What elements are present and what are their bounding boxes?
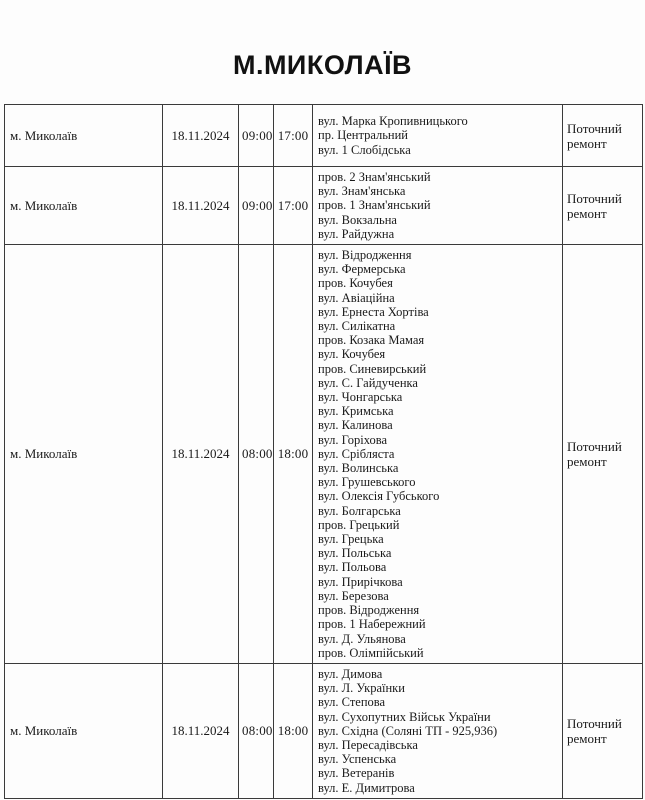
street-line: вул. С. Гайдученка — [318, 375, 418, 390]
time-start-cell: 09:00 — [239, 167, 274, 245]
street-line: вул. Калинова — [318, 418, 393, 433]
table-row — [5, 105, 643, 167]
street-line: пров. Відродження — [318, 603, 420, 618]
street-line: вул. Грушевського — [318, 475, 416, 490]
street-line: вул. Д. Ульянова — [318, 631, 406, 646]
street-line: вул. Ернеста Хортіва — [318, 304, 429, 319]
table-row — [5, 167, 643, 245]
date-cell: 18.11.2024 — [163, 105, 239, 167]
street-line: пров. Козака Мамая — [318, 333, 425, 348]
street-line: вул. Райдужна — [318, 226, 395, 241]
street-line: пров. Олімпійський — [318, 645, 424, 660]
street-line: вул. Болгарська — [318, 503, 401, 518]
street-line: вул. Ветеранів — [318, 766, 395, 781]
street-line: вул. 1 Слобідська — [318, 142, 411, 157]
time-end-cell: 17:00 — [274, 105, 313, 167]
street-line: пров. 1 Знам'янський — [318, 198, 431, 213]
street-line: вул. Березова — [318, 588, 389, 603]
street-line: вул. Грецька — [318, 532, 384, 547]
time-start-cell: 08:00 — [239, 245, 274, 664]
date-cell: 18.11.2024 — [163, 167, 239, 245]
street-line: вул. Марка Кропивницького — [318, 114, 468, 129]
date-cell: 18.11.2024 — [163, 663, 239, 798]
city-cell: м. Миколаїв — [5, 245, 163, 664]
street-line: пров. Кочубея — [318, 276, 393, 291]
street-line: пр. Центральний — [318, 128, 408, 143]
outage-table-body — [5, 105, 643, 799]
street-line: вул. Л. Українки — [318, 681, 405, 696]
street-line: вул. Успенська — [318, 752, 397, 767]
street-line: вул. Кочубея — [318, 347, 386, 362]
street-line: вул. Чонгарська — [318, 390, 403, 405]
city-cell: м. Миколаїв — [5, 167, 163, 245]
street-line: вул. Срібляста — [318, 446, 395, 461]
street-line: вул. Горіхова — [318, 432, 388, 447]
street-line: вул. Знам'янська — [318, 184, 406, 199]
street-line: вул. Вокзальна — [318, 212, 397, 227]
table-row — [5, 663, 643, 798]
time-end-cell: 17:00 — [274, 167, 313, 245]
street-line: вул. Відродження — [318, 248, 412, 263]
street-line: вул. Польова — [318, 560, 387, 575]
date-cell: 18.11.2024 — [163, 245, 239, 664]
street-line: вул. Авіаційна — [318, 290, 395, 305]
city-cell: м. Миколаїв — [5, 105, 163, 167]
work-type-cell: Поточний ремонт — [563, 105, 643, 167]
street-line: пров. 1 Набережний — [318, 617, 426, 632]
work-type-cell: Поточний ремонт — [563, 663, 643, 798]
page-title: М.МИКОЛАЇВ — [232, 50, 413, 80]
street-line: вул. Сухопутних Військ України — [318, 709, 491, 724]
street-line: вул. Східна (Соляні ТП - 925,936) — [318, 723, 498, 738]
work-type-cell: Поточний ремонт — [563, 245, 643, 664]
street-line: вул. Олексія Губського — [318, 489, 440, 504]
streets-cell — [313, 245, 563, 664]
time-end-cell: 18:00 — [274, 245, 313, 664]
street-line: пров. 2 Знам'янський — [318, 170, 431, 184]
city-cell: м. Миколаїв — [5, 663, 163, 798]
street-line: вул. Польська — [318, 546, 392, 561]
street-line: вул. Фермерська — [318, 262, 406, 277]
street-line: вул. Прирічкова — [318, 574, 403, 589]
outage-schedule-table — [4, 104, 643, 799]
street-line: пров. Грецький — [318, 517, 400, 532]
street-line: вул. Е. Димитрова — [318, 780, 415, 795]
streets-cell — [313, 663, 563, 798]
time-start-cell: 09:00 — [239, 105, 274, 167]
street-line: вул. Димова — [318, 666, 383, 681]
street-line: вул. Волинська — [318, 461, 399, 476]
time-start-cell: 08:00 — [239, 663, 274, 798]
work-type-cell: Поточний ремонт — [563, 167, 643, 245]
time-end-cell: 18:00 — [274, 663, 313, 798]
street-line: пров. Синевирський — [318, 361, 427, 376]
street-line: вул. Кримська — [318, 404, 394, 419]
streets-cell — [313, 167, 563, 245]
street-line: вул. Пересадівська — [318, 738, 418, 752]
street-line: вул. Силікатна — [318, 319, 396, 334]
streets-cell — [313, 105, 563, 167]
street-line: вул. Степова — [318, 695, 386, 710]
table-row — [5, 245, 643, 664]
